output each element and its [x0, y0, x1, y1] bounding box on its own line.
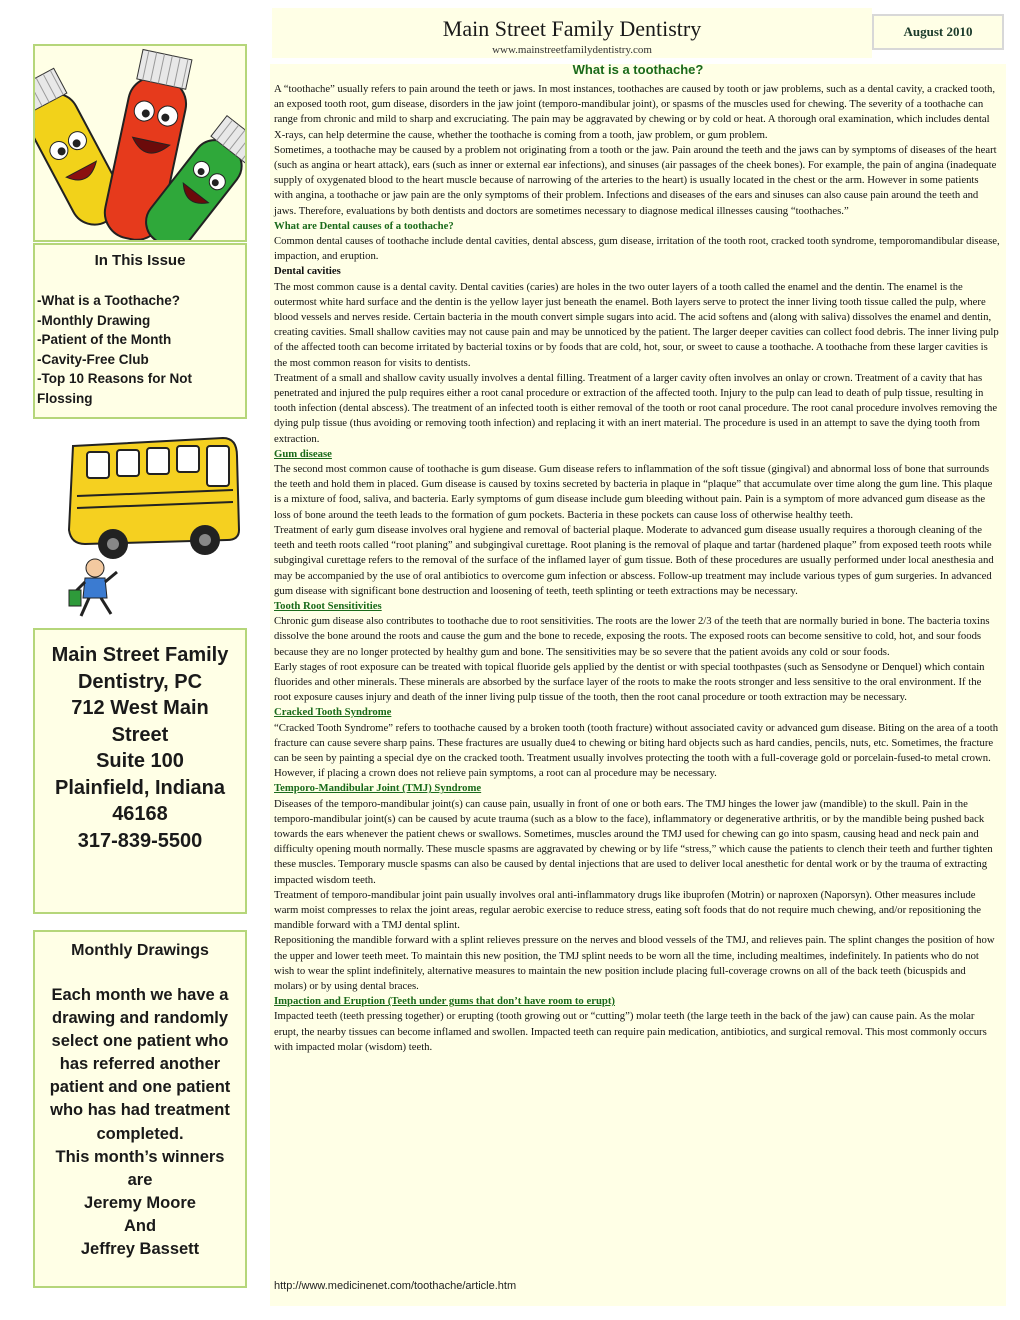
drawings-line: completed. — [96, 1124, 184, 1143]
drawings-line: drawing and randomly — [51, 1009, 229, 1028]
address-line: 46168 — [112, 803, 168, 825]
monthly-drawings-heading: Monthly Drawings — [71, 942, 209, 959]
drawings-line: has referred another — [59, 1055, 221, 1074]
article-paragraph: Impacted teeth (teeth pressing together) or erupting (tooth growing out or “cutting”) molar teeth (the large teeth in the back of the jaw) can cause pain. As the molar erupt, the nearby tissues can become inflamed and swollen. Impacted teeth can require pain medication, antibiotics, and surgical removal. This most commonly occurs with impacted molar (wisdom) teeth. — [274, 1010, 987, 1053]
drawings-line: And — [123, 1216, 157, 1235]
article-paragraph: Common dental causes of toothache include dental cavities, dental abscess, gum disease, irritation of the tooth root, cracked tooth syndrome, temporomandibular disease, impaction, and eruption. — [274, 235, 1000, 263]
toothbrush-mascots-clipart — [33, 44, 247, 242]
issue-list — [37, 291, 245, 408]
article-paragraph: A “toothache” usually refers to pain around the teeth or jaws. In most instances, toothaches are caused by tooth or jaw problems, such as a dental cavity, a cracked tooth, an exposed tooth root, gum disease, disorders in the jaw joint (temporo-mandibular joint), or spasms of the muscles used for chewing. The severity of a toothache can range from chronic and mild to sharp and excruciating. The pain may be aggravated by chewing or by cold or heat. A thorough oral examination, which includes dental X-rays, can help determine the cause, whether the toothache is coming from a tooth, jaw problem, or gum problem. — [274, 83, 996, 141]
article-paragraph: The second most common cause of toothache is gum disease. Gum disease refers to inflammation of the soft tissue (gingival) and abnormal loss of bone that surrounds the teeth and hold them in placed. Gum disease is caused by toxins secreted by bacteria in plaque in “plaque” that accumulate over time along the gum line. This plaque is a mixture of food, saliva, and bacteria. Early symptoms of gum disease include gum bleeding without pain. Pain is a symptom of more advanced gum disease as the loss of bone around the teeth leads to the formation of gum pockets. Bacteria in these pockets can cause loss of otherwise healthy teeth. — [274, 463, 993, 521]
in-this-issue-box — [33, 243, 247, 419]
website-url[interactable]: www.mainstreetfamilydentistry.com — [492, 44, 652, 56]
monthly-drawings-box — [33, 930, 247, 1288]
address-line: Main Street Family — [51, 644, 229, 666]
issue-item: -Patient of the Month — [37, 332, 172, 347]
source-link[interactable]: http://www.medicinenet.com/toothache/article.htm — [274, 1280, 517, 1292]
address-line: 712 West Main — [71, 697, 209, 719]
address-line: Dentistry, PC — [77, 670, 203, 693]
article-column — [270, 64, 1006, 1306]
article-body — [274, 82, 1000, 1055]
phone-number: 317-839-5500 — [77, 829, 203, 852]
drawings-line: This month’s winners — [55, 1147, 225, 1166]
drawings-line: select one patient who — [51, 1032, 229, 1051]
toothbrush-mascot-icon — [35, 46, 245, 240]
in-this-issue-heading: In This Issue — [94, 252, 186, 269]
drawings-line: who has had treatment — [50, 1101, 230, 1120]
address-line: Suite 100 — [96, 750, 184, 772]
issue-date: August 2010 — [903, 24, 973, 39]
article-paragraph: Chronic gum disease also contributes to toothache due to root sensitivities. The roots are the lower 2/3 of the teeth that are normally buried in bone. The bacteria toxins dissolve the bone around the roots and cause the gum and the bone to recede, exposing the roots. The exposed roots can become sensitive to cold, hot, and sour foods because they are no longer protected by healthy gum and bone. The sensitivities may be so severe that the patient avoids any cold or sour foods. — [274, 615, 990, 658]
article-paragraph: Treatment of temporo-mandibular joint pain usually involves oral anti-inflammatory drugs like ibuprofen (Motrin) or naproxen (Naporsyn). Other measures include warm moist compresses to relax the joint areas, regular aerobic exercise to reduce stress, eating soft foods that do not require much chewing, and/or repositioning the mandible forward with a TMJ dental splint. — [274, 888, 981, 932]
article-subheading: Cracked Tooth Syndrome — [274, 706, 392, 719]
article-subheading: What are Dental causes of a toothache? — [274, 219, 454, 232]
drawings-line: Each month we have a — [51, 986, 229, 1004]
article-subheading: Gum disease — [274, 447, 332, 460]
issue-item: Flossing — [37, 390, 93, 406]
school-bus-icon — [33, 426, 247, 622]
drawings-line: are — [127, 1170, 153, 1189]
issue-item: -Monthly Drawing — [37, 312, 151, 328]
address-line: Plainfield, Indiana — [54, 776, 226, 799]
winner-name: Jeremy Moore — [84, 1193, 196, 1212]
article-subheading: Dental cavities — [274, 265, 341, 278]
article-paragraph: Treatment of a small and shallow cavity usually involves a dental filling. Treatment of a larger cavity often involves an onlay or crown. Treatment of a cavity that has penetrated and injured the pulp requires either a root canal procedure or extraction of the affected tooth. Injury to the pulp can lead to death of pulp tissue, resulting in tooth infection (dental abscess). The treatment of an infected tooth is either removal of the tooth or root canal procedure. The root canal procedure involves removing the dying pulp tissue (thus avoiding or removing tooth infection) and replacing it with an inert material. The procedure is used in an attempt to save the dying tooth from extraction. — [274, 371, 998, 445]
masthead — [272, 8, 872, 58]
article-subheading: Tooth Root Sensitivities — [274, 599, 382, 612]
article-paragraph: Sometimes, a toothache may be caused by a problem not originating from a tooth or the jaw. Pain around the teeth and the jaws can by symptoms of diseases of the heart (such as angina or heart attack), ears (such as inner or external ear infections), and sinuses (air passages of the cheek bones). For example, the pain of angina (inadequate supply of oxygenated blood to the heart muscle because of narrowing of the arteries to the heart) is usually located in the chest or the arm. However in some patients with angina, a toothache or jaw pain are the only symptoms of their problem. Infections and diseases of the ears and sinuses can also cause pain around the teeth and jaws. Therefore, evaluations by both dentists and doctors are sometimes necessary to diagnose medical illnesses causing “toothaches.” — [274, 143, 997, 217]
issue-date-box — [872, 14, 1004, 50]
article-paragraph: “Cracked Tooth Syndrome” refers to toothache caused by a broken tooth (tooth fracture) without associated cavity or advanced gum disease. Biting on the area of a tooth fracture can cause severe sharp pains. These fractures are usually due4 to chewing or biting hard objects such as hard candies, pencils, nuts, etc. Sometimes, the fracture can be seen by painting a special dye on the cracked tooth. Treatment usually involves protecting the tooth with a full-coverage gold or porcelain-fused-to metal crown. However, if placing a crown does not relieve pain symptoms, a root can al procedure may be necessary. — [274, 721, 999, 780]
article-paragraph: Treatment of early gum disease involves oral hygiene and removal of bacterial plaque. Moderate to advanced gum disease usually requires a thorough cleaning of the teeth and teeth roots called “root planing” and subgingival curettage. Root planing is the removal of plaque and tartar (hardened plaque” from exposed teeth roots while subgingival curettage refers to the removal of the surface of the inflamed layer of gum tissue. Both of these procedures are usually performed under local anesthesia and may be accompanied by the use of oral antibiotics to overcome gum infection or abscess. Follow-up treatment may include various types of gum surgeries. In advanced gum disease with significant bone destruction and loosening of teeth, teeth splinting or teeth extractions may be necessary. — [274, 523, 994, 597]
article-paragraph: Repositioning the mandible forward with a splint relieves pressure on the nerves and blood vessels of the TMJ, and relieves pain. The splint changes the position of how the upper and lower teeth meet. To maintain this new position, the TMJ splint needs to be worn all the time, including mealtimes, indefinitely. In patients who do not wish to wear the splint indefinitely, alternative measures to maintain the new position include placing full-coverage crowns on all of the back teeth (bicuspids and molars) or by using dental braces. — [274, 934, 995, 992]
article-paragraph: Diseases of the temporo-mandibular joint(s) can cause pain, usually in front of one or both ears. The TMJ hinges the lower jaw (mandible) to the skull. Pain in the temporo-mandibular joint(s) can be caused by acute trauma (such as a blow to the face), inflammatory or degenerative arthritis, or by the mandible being pushed back towards the ears whenever the patient chews or swallows. Sometimes, muscles around the TMJ used for chewing can go into spasm, causing head and neck pain and difficulty opening mouth normally. These muscle spasms are aggravated by chewing or by life “stress,” which cause the patients to clench their teeth and further tighten these muscles. Temporary muscle spasms can also be caused by dental injections that are used to deliver local anesthetic for dental work or by the trauma of extracting impacted wisdom teeth. — [274, 797, 993, 886]
article-subheading: Impaction and Eruption (Teeth under gums that don’t have room to erupt) — [274, 995, 615, 1008]
practice-address-box — [33, 628, 247, 914]
practice-address — [35, 642, 245, 854]
drawings-line: patient and one patient — [49, 1078, 231, 1097]
article-subheading: Temporo-Mandibular Joint (TMJ) Syndrome — [274, 782, 482, 795]
article-paragraph: Early stages of root exposure can be treated with topical fluoride gels applied by the dentist or with special toothpastes (such as Sensodyne or Denquel) which contain fluorides and other minerals. These minerals are absorbed by the surface layer of the roots to make the roots stronger and less sensitive to the oral environment. If the root exposure causes injury and death of the inner living pulp tissue of the tooth, then the root canal procedure or tooth extraction may be necessary. — [274, 660, 985, 704]
article-paragraph: The most common cause is a dental cavity. Dental cavities (caries) are holes in the two outer layers of a tooth called the enamel and the dentin. The enamel is the outermost white hard surface and the dentin is the yellow layer just beneath the enamel. Both layers serve to protect the inner living tooth tissue called the pulp, where blood vessels and nerves reside. Certain bacteria in the mouth convert simple sugars into acid. The acid softens and (along with saliva) dissolves the enamel and dentin, creating cavities. Small shallow cavities may not cause pain and may be unnoticed by the patient. The larger deeper cavities can collect food debris. The inner living pulp of the affected tooth can become irritated by bacterial toxins or by foods that are cold, hot, sour, or sweet to cause a toothache. A toothache from these larger cavities is the most common reason for visits to dentists. — [274, 280, 999, 369]
issue-item: -What is a Toothache? — [37, 293, 181, 308]
address-line: Street — [111, 723, 169, 746]
winner-name: Jeffrey Bassett — [80, 1240, 200, 1259]
article-title: What is a toothache? — [572, 62, 704, 77]
newsletter-title: Main Street Family Dentistry — [442, 16, 702, 41]
issue-item: -Top 10 Reasons for Not — [37, 371, 193, 386]
school-bus-clipart — [33, 426, 247, 622]
issue-item: -Cavity-Free Club — [37, 351, 149, 367]
monthly-drawings-text — [35, 984, 245, 1261]
